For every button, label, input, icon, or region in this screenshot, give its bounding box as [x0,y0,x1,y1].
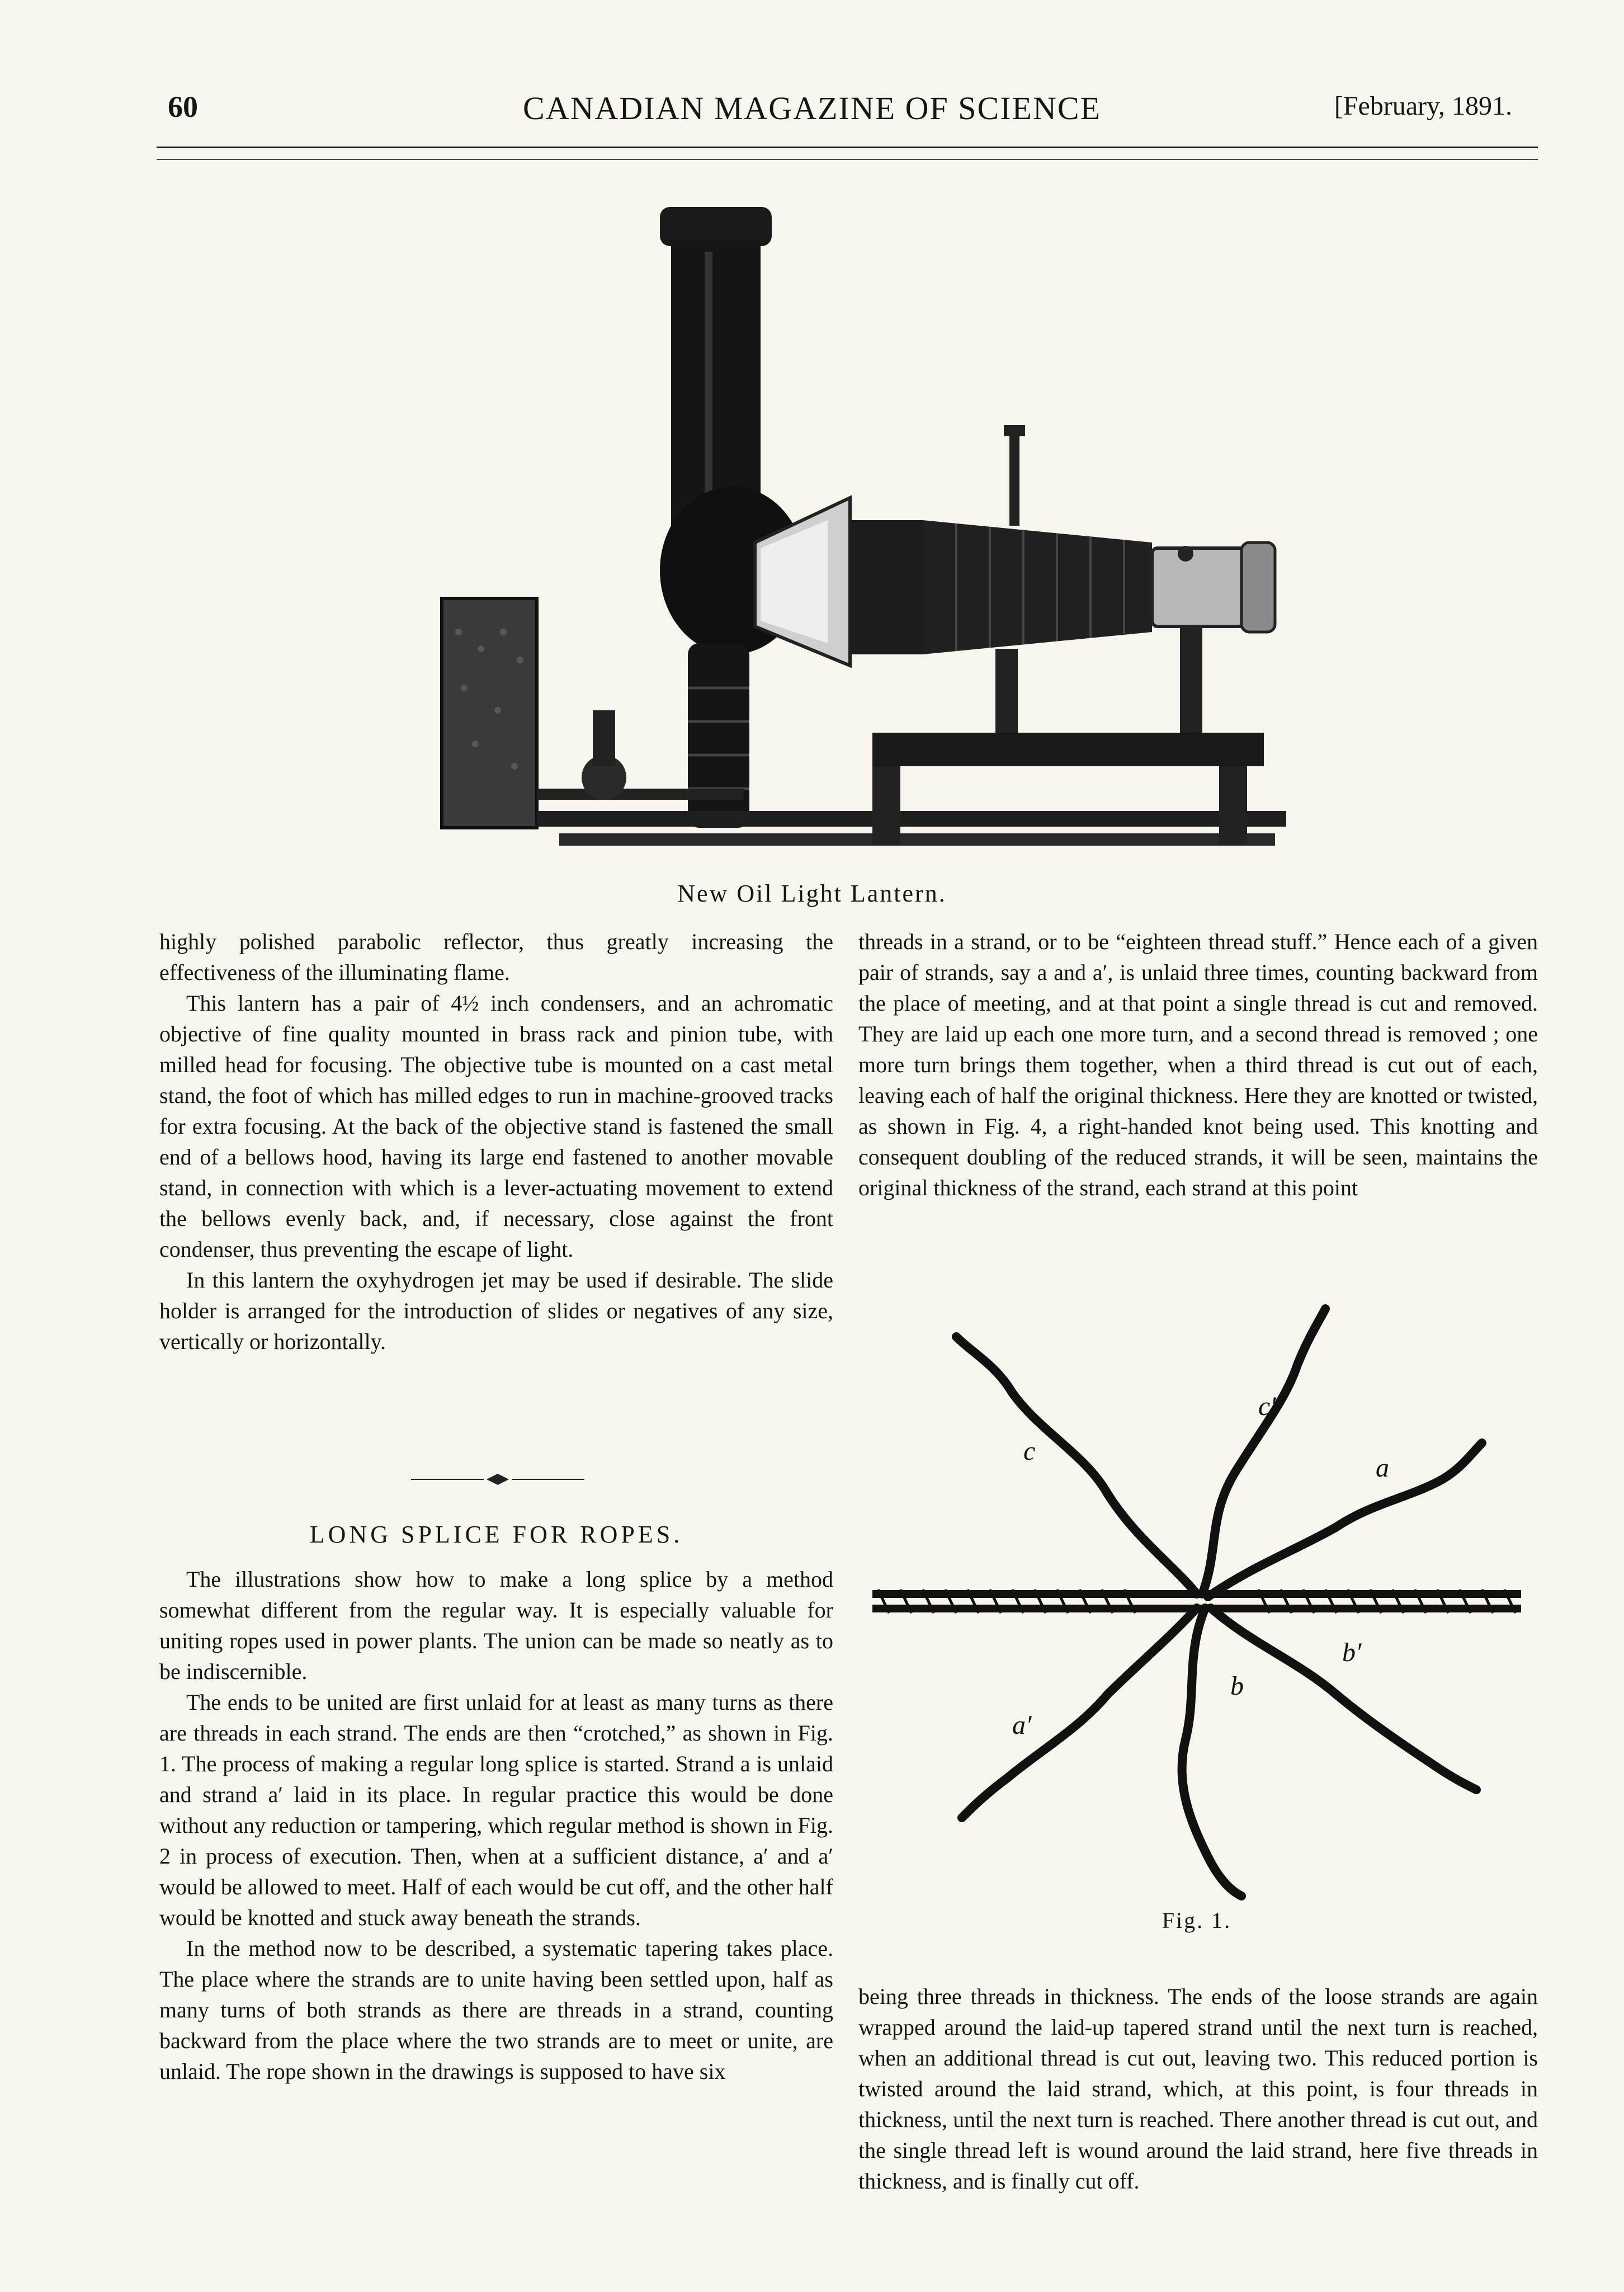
lantern-chimney-cap [660,207,772,246]
burner-column [688,643,749,828]
paragraph: In the method now to be described, a systematic tapering takes place. The place where the strands are to unite having been settled upon, half as many turns of both strands as there are threads in a strand, counting backward from the place where the two strands are to meet or unite, are unlaid. The rope shown in the drawings is supposed to have six [159,1936,833,2084]
rope-splice-figure [872,1303,1521,1907]
strand-c [956,1337,1197,1594]
splice-article-text-left [159,1564,833,2087]
header-rule [157,147,1538,148]
strand-c-prime [1202,1309,1325,1594]
label-c-prime: c′ [1258,1392,1276,1421]
paragraph: highly polished parabolic reflector, thus greatly increasing the effectiveness of the illuminating flame. [159,929,833,985]
strand-b [1182,1608,1241,1896]
strand-a-prime [962,1608,1197,1818]
magazine-title: CANADIAN MAGAZINE OF SCIENCE [523,90,1101,126]
running-header [0,89,1624,140]
lantern-illustration [391,185,1320,889]
condenser-housing [850,520,923,654]
lever-rod [1009,431,1019,526]
slide-carrier-base [872,733,1264,766]
header-rule-thin [157,159,1538,160]
splice-article-text-right-top [858,926,1538,1203]
paragraph: In this lantern the oxyhydrogen jet may be used if desirable. The slide holder is arranged for the introduction of slides or negatives of any size, vertically or horizontally. [159,1267,833,1354]
paragraph: The ends to be united are first unlaid for at least as many turns as there are threads in each strand. The ends are then “crotched,” as shown in Fig. 1. The process of making a regular long splice is started. Strand a is unlaid and strand a′ laid in its place. In regular practice this would be done without any reduction or tampering, which regular method is shown in Fig. 2 in process of execution. Then, when at a sufficient distance, a′ and a′ would be allowed to meet. Half of each would be cut off, and the other half would be knotted and stuck away beneath the strands. [159,1690,833,1930]
lantern-caption: New Oil Light Lantern. [677,880,947,907]
paragraph: This lantern has a pair of 4½ inch condensers, and an achromatic objective of fine quality mounted in brass rack and pinion tube, with milled head for focusing. The objective tube is mounted on a cast metal stand, the foot of which has milled edges to run in machine-grooved tracks for extra focusing. At the back of the objective stand is fastened the small end of a bellows hood, having its large end fastened to another movable stand, in connection with which is a lever-actuating movement to extend the bellows evenly back, and, if necessary, close against the front condenser, thus preventing the escape of light. [159,991,833,1262]
strand-a [1208,1443,1482,1597]
label-c: c [1023,1436,1036,1466]
paragraph: The illustrations show how to make a long splice by a method somewhat different from the regular way. It is especially valuable for uniting ropes used in power plants. The union can be made so neatly as to be indiscernible. [159,1567,833,1684]
feed-pipe [537,789,744,800]
label-a: a [1376,1453,1389,1483]
figure-caption: Fig. 1. [1162,1908,1232,1933]
paragraph: being three threads in thickness. The ends of the loose strands are again wrapped around the laid-up tapered strand until the next turn is reached, when an additional thread is cut out, leaving two. This reduced portion is twisted around the laid strand, which, at this point, is four threads in thickness, until the next turn is reached. There another thread is cut out, and the single thread left is wound around the laid strand, here five threads in thickness, and is finally cut off. [858,1984,1538,2194]
paragraph: threads in a strand, or to be “eighteen thread stuff.” Hence each of a given pair of strands, say a and a′, is unlaid three times, counting backward from the place of meeting, and at that point a single thread is cut and removed. They are laid up each one more turn, and a second thread is removed ; one more turn brings them together, when a third thread is cut out of each, leaving each of half the original thickness. Here they are knotted or twisted, as shown in Fig. 4, a right-handed knot being used. This knotting and consequent doubling of the reduced strands, it will be seen, maintains the original thickness of the strand, each strand at this point [858,929,1538,1200]
lantern-article-text [159,926,833,1357]
strand-b-prime [1211,1608,1476,1790]
splice-article-text-right-bottom [858,1981,1538,2196]
ornament-divider [411,1471,584,1488]
issue-date: [February, 1891. [1334,91,1512,121]
label-b: b [1230,1671,1244,1701]
page-number: 60 [168,90,198,124]
label-b-prime: b′ [1342,1638,1362,1667]
article-heading: LONG SPLICE FOR ROPES. [309,1521,683,1548]
label-a-prime: a′ [1012,1710,1032,1740]
base-rail [537,811,1286,827]
